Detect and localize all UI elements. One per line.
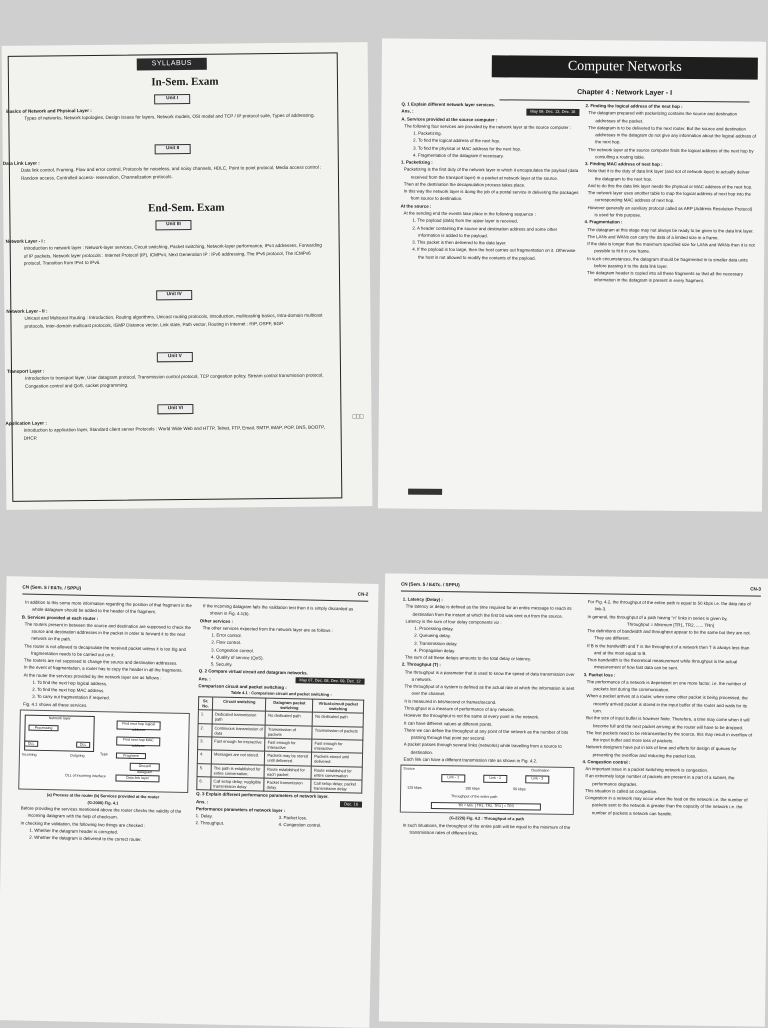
table-cell: No dedicated path xyxy=(312,712,363,726)
exam-tag: May 07, Dec. 08, Dec. 09, Dec. 12 xyxy=(295,677,364,685)
text-line: Table 4.1 : Comparison circuit and packet switching : xyxy=(230,690,332,698)
running-header xyxy=(401,582,761,597)
end-mark: □□□ xyxy=(352,414,364,421)
text-line: The routers present in between the source and destination are supposed to check the source and destination addresses in the packet in order to forward it to the next network on the path. xyxy=(24,621,191,642)
text-span: Basics of Network and Physical Layer : xyxy=(6,107,92,114)
table-cell: No dedicated path xyxy=(266,711,313,725)
book-banner: Computer Networks xyxy=(492,55,758,79)
text-line: The other services expected from the network layer are as follows : xyxy=(202,625,334,633)
text-line: The network layer uses another table to map the logical address of next hop into the corresponding MAC address of next hop. xyxy=(587,190,752,204)
unit-label: Unit I xyxy=(154,94,190,104)
text-line: The throughput is a parameter that is used to know the speed of data transmission over a network. xyxy=(404,669,575,682)
insem-heading: In-Sem. Exam xyxy=(151,75,219,89)
table-cell: Call setup delay; packet transmission delay xyxy=(311,779,362,793)
text-line: 2. Whether the datagram is delivered to the correct router. xyxy=(29,834,142,843)
table-cell: Dedicated transmission path xyxy=(212,710,266,724)
unit-label: Unit IV xyxy=(156,290,192,300)
text-line: And to do this the data link layer needs the physical or MAC address of the next hop. xyxy=(587,183,753,190)
text-line: If the data is longer than the maximum specified size for LANs and WANs then it is not possible to fit it in one frame. xyxy=(587,241,755,254)
text-line: In this way the network layer is doing the job of a postal service in delivering the packages from source to destination. xyxy=(403,188,579,202)
figure-4-1: Network layer Processing Find next hop logical address Find next hop MAC address Fragment DLL DLL Incoming Outgoing Type Discard datagram Data link layer DLL of incoming interface xyxy=(18,709,190,793)
text-line: Congestion in a network may occur when the load on the network i.e. the number of packets sent to the network is greater than the capacity of the network i.e. the number of packets a network can handle. xyxy=(584,795,748,817)
exam-tag: Dec. 16 xyxy=(340,801,362,808)
text-line: The LANs and WANs can carry the data of a limited size in a frame. xyxy=(587,233,719,241)
text-line: 1. Processing delay. xyxy=(414,625,454,632)
text-line: 3. Packet loss : xyxy=(583,671,616,678)
text-line: 1. The payload (data) from the upper layer is received. xyxy=(412,217,519,224)
text-line: 4. Propagation delay. xyxy=(414,647,456,654)
text-line: 4. Quality of service (QoS). xyxy=(210,654,264,661)
text-line: The latency or delay is defined as the time required for an entire message to reach its destination from the instant at which the first bit was sent out from the source. xyxy=(405,603,572,619)
table-cell: Circuit switching xyxy=(212,697,266,711)
text-span: Network Layer - II : xyxy=(6,308,48,314)
text-line: 2. Flow control. xyxy=(211,639,242,646)
text-line: In such situations, the throughput of the entire path will be equal to the minimum of the transmission rates of different links. xyxy=(402,822,571,836)
table-cell: 3. xyxy=(198,737,212,751)
text-line: In general, the throughput of a path having "n" links in series is given by, xyxy=(587,613,728,621)
text-line: 3. Transmission delay. xyxy=(414,640,458,646)
endsem-heading: End-Sem. Exam xyxy=(148,201,225,215)
text-line: Each link can have a different transmission rate as shown in Fig. 4.2. xyxy=(403,756,538,764)
text-line: 2. To find the next hop MAC address. xyxy=(32,686,105,694)
comparison-table xyxy=(196,696,364,794)
text-line: Note that it is the duty of data link layer (and not of network layer) to actually deliver the datagram to the next hop. xyxy=(587,168,750,182)
section-4 xyxy=(6,305,326,330)
text-line: At the source : xyxy=(400,203,432,209)
table-cell: 5. xyxy=(197,763,211,777)
unit-label: Unit VI xyxy=(157,404,193,414)
text-line: At the router the services provided by the network layer are as follows : xyxy=(23,672,162,681)
text-line: Performance parameters of network layer : xyxy=(195,806,286,813)
text-line: In addition to this some more information regarding the position of that fragment in the whole datagram should be added to the header of the fragment. xyxy=(25,599,192,615)
text-line: (a) Process at the router (b) Services provided at the router xyxy=(46,792,160,800)
text-line: 5. Security. xyxy=(210,661,233,668)
unit-label: Unit II xyxy=(155,144,191,154)
text-span: Transport Layer : xyxy=(6,368,45,374)
table-cell: 2. xyxy=(198,723,212,737)
text-line: If the incoming datagram fails the validation test then it is simply discarded as shown in Fig. 4.1(b). xyxy=(203,603,354,617)
text-line: 2. A header containing the source and destination address and some other information is added to the payload. xyxy=(412,225,558,239)
text-span: Network Layer - I : xyxy=(5,238,46,244)
text-span: Ans. : xyxy=(401,108,414,114)
text-line: 1. Whether the datagram header is corrupted. xyxy=(29,827,119,835)
right-column xyxy=(584,102,758,285)
text-span: Data Link Layer : xyxy=(2,160,40,166)
text-line: 1. Latency (Delay) : xyxy=(402,596,443,603)
text-line: If an extremely large number of packets are present in a part of a subnet, the performance degrades. xyxy=(585,773,735,787)
text-span: Ans. : xyxy=(195,798,209,805)
table-cell: Fast enough for interactive xyxy=(265,738,312,752)
table-cell: 1. xyxy=(198,710,212,724)
text-line: The performance of a network is dependent on one more factor, i.e. the number of packets lost during the communication. xyxy=(586,679,747,693)
text-line: The network layer at the source computer finds the logical address of the next hop by consulting a routing table. xyxy=(588,146,754,160)
section-2 xyxy=(3,157,323,182)
table-cell: Packets may be stored until delivered. xyxy=(265,751,312,765)
text-span: CN-2 xyxy=(357,591,369,597)
chapter-page xyxy=(378,38,766,511)
text-line: If B is the bandwidth and T is the throughput of a network then T is always less than and at the most equal to B. xyxy=(587,642,750,656)
text-line: 2. Finding the logical address of the next hop : xyxy=(585,103,683,109)
parameter-list: 1. Delay. 3. Packet loss. 2. Throughput. 4. Congestion control. xyxy=(195,813,322,829)
right-column xyxy=(195,602,366,830)
section-5 xyxy=(7,365,327,390)
text-line: (G-2226) Fig. 4.2 : Throughput of a path xyxy=(449,815,525,822)
text-line: The routers are not supposed to change the source and destination addresses. xyxy=(23,657,178,666)
syllabus-page xyxy=(2,42,373,510)
table-cell: Sr. No. xyxy=(198,696,212,710)
text-line: Packetizing is the first duty of the network layer in which it encapsulates the payload (data received from the transport layer) in a packet at network layer at the source. xyxy=(403,166,579,181)
text-line: 3. To find the physical or MAC address for the next hop. xyxy=(413,145,522,152)
text-line: 3. This packet is then delivered to the data layer. xyxy=(412,239,507,246)
text-span: CN-3 xyxy=(750,586,761,592)
text-line: There we can define the throughput at any point of the network as the number of bits passing through that point per second. xyxy=(403,727,569,741)
table-cell: The path is established for entire conversation. xyxy=(211,764,265,778)
text-span: Data link control, Framing, Flow and error control, Protocols for noiseless, and noisy channels, HDLC, Point to point protocol, Media access control : Random access, Controlled access- reservation, Channelization protocols. xyxy=(20,164,322,181)
unit-label: Unit V xyxy=(157,352,193,362)
table-cell: Route established for each packet xyxy=(264,765,311,779)
table-cell: Messages are not stored. xyxy=(211,750,265,764)
table-cell: Route established for entire conversation xyxy=(311,766,362,780)
text-line: Thus bandwidth is the theoretical measurement while throughput is the actual measurement of how fast data can be sent. xyxy=(586,657,738,671)
text-line: For Fig. 4.2, the throughput of the entire path is equal to 50 kbps i.e. the data rate of link-3. xyxy=(587,599,751,612)
table-cell: Transmission of packets xyxy=(312,726,363,740)
left-column xyxy=(400,101,579,262)
text-line: However generally an auxiliary protocol called as ARP (Address Resolution Protocol) is used for this purpose. xyxy=(587,204,753,218)
section-3 xyxy=(6,235,326,268)
text-line: But the size of input buffer is however finite. Therefore, a time may come when it will become full and the next packet arriving at the router will have to be dropped. xyxy=(586,715,750,730)
text-line: B. Services provided at each router : xyxy=(21,614,99,621)
text-line: Network designers have put in lots of time and efforts for design of queues for preventing the overflow and reducing the packet loss. xyxy=(585,744,737,759)
text-line: 1. To find the next hop logical address. xyxy=(32,679,108,687)
text-line: Latency is the sum of four delay components viz : xyxy=(405,618,502,625)
text-line: 3. Congestion control. xyxy=(211,647,254,653)
text-line: Before providing the services mentioned above the router checks the validity of the incoming datagram with the help of checksum. xyxy=(20,805,182,820)
text-line: In such circumstances, the datagram should be fragmented in to smaller data units before passing it to the data link layer. xyxy=(587,255,748,269)
text-line: An important issue in a packet switching network is congestion. xyxy=(585,766,709,773)
text-line: 3. Finding MAC address of next hop : xyxy=(584,161,663,167)
figure-4-2: Source Destination Link - 1 Link - 2 Link - 3 125 kbps 150 kbps 50 kbps Throughput of the entire path TR = Min. [ TR1, TR2, TR3 ] = TR3 xyxy=(400,765,575,815)
right-column xyxy=(582,598,757,818)
question-1: Q. 1 Explain different network layer services. xyxy=(401,101,495,108)
table-cell: Virtual-circuit packet switching xyxy=(313,699,364,713)
text-line: The datagram prepared with packetizing contains the source and destination addresses of the packet. xyxy=(588,110,738,124)
chapter-title: Chapter 4 : Network Layer - I xyxy=(500,87,750,102)
text-line: The definitions of bandwidth and throughput appear to be the same but they are not. They are different. xyxy=(587,628,751,642)
section-6 xyxy=(5,417,325,442)
page-cn-3 xyxy=(379,573,768,1026)
text-line: 4. Fragmentation : xyxy=(584,219,623,225)
text-line: Then at the destination the decapsulation process takes place. xyxy=(403,181,526,188)
text-span: CN (Sem. 5 / E&Tc. / SPPU) xyxy=(400,581,460,588)
text-line: Fig. 4.1 shows all these services. xyxy=(22,701,88,708)
text-span: Introduction to transport layer, User datagram protocol, Transmission control protocol, TCP congestion policy, Stream control transmission protocol, Congestion control and QoS, socket programming. xyxy=(25,372,324,389)
text-span: Introduction to network layer : Network-layer services, Circuit switching, Packet switching, Network-layer performance, IPv4 addresses, Forwarding of IP packets, Network layer protocols : Internet Protocol (IP), ICMPv4, Next Generation IP : IPv6 addressing, The IPv6 protocol, The ICMPv6 protocol, Transition from IPv4 to IPv6. xyxy=(23,242,322,266)
table-cell: 4. xyxy=(197,750,211,764)
text-line: 2. Throughput (T) : xyxy=(401,661,441,668)
text-line: 4. Fragmentation of the datagram if necessary. xyxy=(413,152,504,159)
text-line: It is measured in bits/second or frames/second. xyxy=(404,698,497,705)
text-span: Application Layer : xyxy=(5,420,47,426)
text-line: In checking the validation, the following two things are checked : xyxy=(20,820,146,828)
page-cn-2 xyxy=(0,576,379,1028)
text-line: 1. Packetizing. xyxy=(413,130,442,136)
text-line: 4. If the payload is too large, then the host carries out fragmentation on it. Otherwise the host is not allowed to modify the contents of the payload. xyxy=(412,246,576,261)
left-column xyxy=(399,596,576,839)
unit-label: Unit III xyxy=(155,220,191,230)
text-line: A. Services provided at the source computer : xyxy=(401,116,498,122)
text-line: In the event of fragmentation, a router has to copy the header in all the fragments. xyxy=(23,664,183,674)
text-span: Ans. : xyxy=(198,675,211,682)
text-line: 4. Congestion control : xyxy=(582,758,631,765)
table-cell: 6. xyxy=(197,777,211,791)
text-line: 3. To carry out fragmentation if required. xyxy=(32,694,110,701)
text-span: Introduction to application layer, Standard client server Protocols : World Wide Web and HTTP, Telnet, FTP, Email, SMTP, IMAP, POP, DNS, BOOTP, DHCP. xyxy=(23,424,325,441)
table-cell: Fast enough for interactive xyxy=(212,737,266,751)
exam-tag: May 09, Dec. 13, Dec. 16 xyxy=(526,109,579,116)
text-line: 1. Packetizing : xyxy=(400,159,433,165)
syllabus-tab: SYLLABUS xyxy=(137,58,207,71)
table-cell: Call setup delay; negligible transmission delay xyxy=(211,777,265,791)
left-column xyxy=(17,598,192,844)
text-line: This situation is called as congestion. xyxy=(585,788,658,795)
text-line: The router is not allowed to decapsulate the received packet unless it is too big and fragmentation needs to be carried out on it. xyxy=(24,643,187,658)
text-line: The lost packets need to be retransmitted by the source, this may result in overflow of the input buffer and more loss of packets. xyxy=(585,729,753,744)
question-2: Q. 2 Compare virtual circuit and datagram networks. xyxy=(198,668,308,676)
text-line: 1. Error control. xyxy=(211,632,242,639)
text-line: The sum of all these delays amounts to the total delay or latency. xyxy=(404,654,532,662)
question-3: Q. 3 Explain different performance parameters of network layer. xyxy=(196,791,329,800)
text-line: The throughput of a system is defined as the actual rate at which the information is sent over the channel. xyxy=(404,683,575,697)
text-line: Throughput = Minimum [TR1, TR2, ...... TRn] xyxy=(626,621,715,628)
text-line: 2. To find the logical address of the next hop. xyxy=(413,137,501,144)
text-span: CN (Sem. 5 / E&Tc. / SPPU) xyxy=(22,584,82,591)
text-line: (G-2000) Fig. 4.1 xyxy=(87,799,119,806)
text-line: When a packet arrives at a router, when some other packet is being processed, the recently arrived packet is stored in the input buffer of the router and waits for its turn. xyxy=(586,693,748,714)
text-line: The datagram at this stage may not always be ready to be given to the data link layer. xyxy=(587,226,754,234)
table-cell: Datagram packet switching xyxy=(266,698,313,712)
table-cell: Packet transmission delay xyxy=(264,778,311,792)
text-span: Unicast and Multicast Routing : Introduction, Routing algorithms, Unicast routing protocols, Introduction, multicasting basics, Intra-domain multicast protocols, Inter-domain multicast protocols, IGMP Distance vector, Link state, Path vector, Routing in Internet : RIP, OSPF, BGP. xyxy=(24,312,323,329)
text-line: At the sending end the events take place in the following sequence : xyxy=(403,210,536,217)
text-line: It can have different values at different points. xyxy=(404,720,493,727)
text-line: The datagram is to be delivered to the next router. But the source and destination addresses in the datagram do not give any information about the logical address of the next hop. xyxy=(588,124,757,145)
table-cell: Transmission of packets xyxy=(265,725,312,739)
text-line: Other services : xyxy=(199,617,234,624)
text-line: The following four services are provided by the network layer at the source computer : xyxy=(404,123,571,130)
text-line: Throughput is a measure of performance of any network. xyxy=(404,705,515,713)
table-cell: Fast enough for interactive xyxy=(312,739,363,753)
text-line: However the throughput is not the same at every point in the network. xyxy=(404,712,540,720)
text-line: The datagram header is copied into all these fragments so that all the necessary information in the datagram is present in every fragment. xyxy=(586,270,744,284)
text-span: Types of networks, Network topologies, Design issues for layers, Network models, OSI model and TCP / IP protocol suite, Types of addressing. xyxy=(24,112,315,122)
text-line: Comparison circuit and packet switching : xyxy=(198,683,287,690)
table-cell: Packets stored until delivered. xyxy=(312,752,363,766)
publisher-logo xyxy=(408,489,442,495)
text-line: 2. Queueing delay. xyxy=(414,633,451,639)
table-cell: Continuous transmission of data xyxy=(212,724,266,738)
text-line: A packet passes through several links (networks) while travelling from a source to destination. xyxy=(403,741,562,755)
